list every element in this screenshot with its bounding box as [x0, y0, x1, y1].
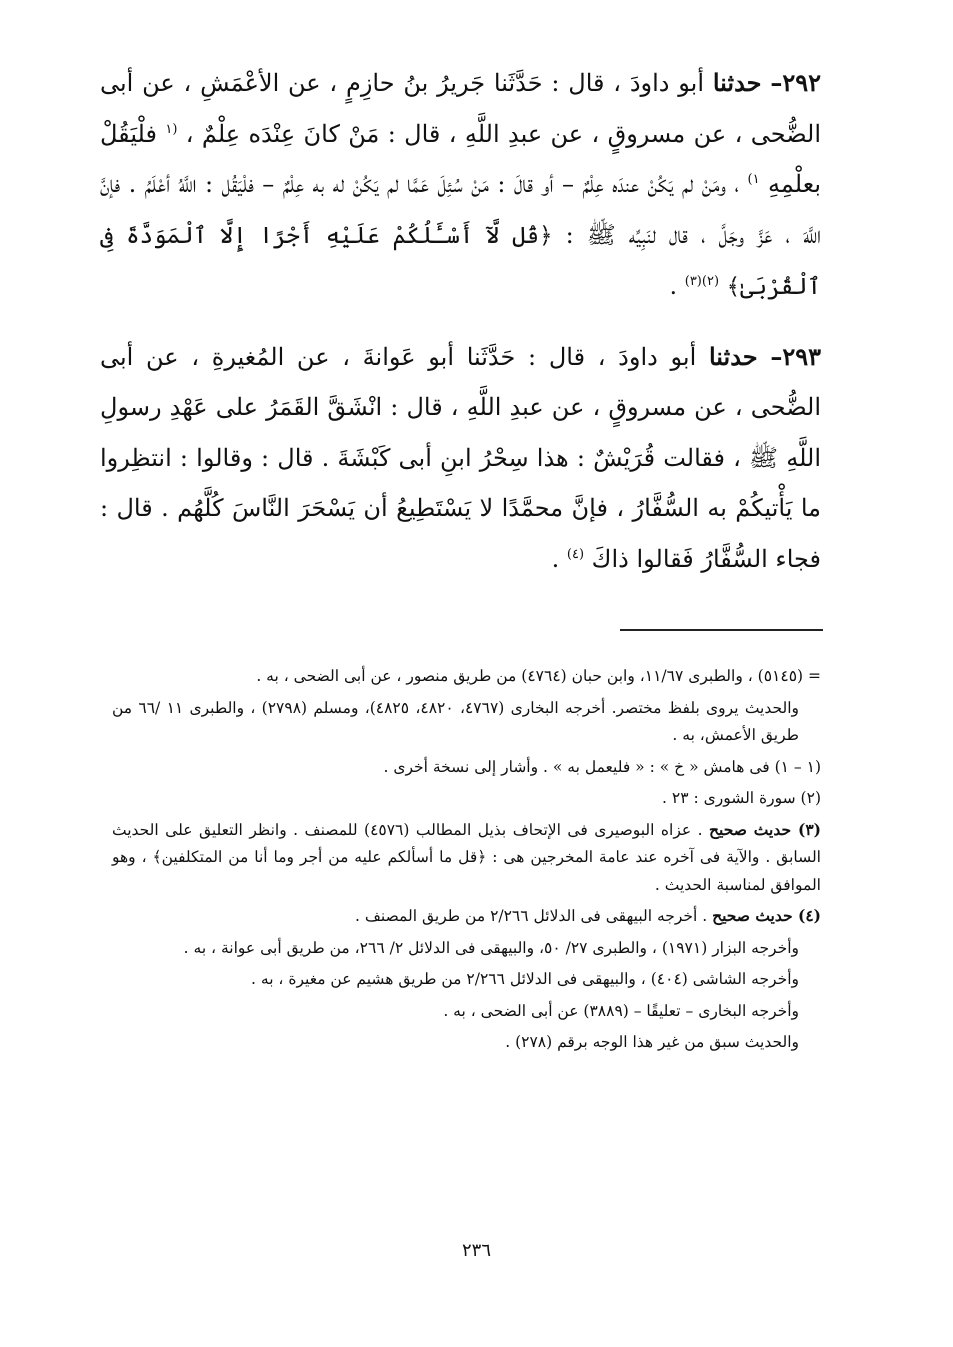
footnote-line: والحديث سبق من غير هذا الوجه برقم (٢٧٨) .: [505, 1033, 799, 1051]
hadith-body-quote: فلْيَقُلْ بعلْمِهِ: [100, 119, 821, 198]
quran-verse: ﴿قُل لَّآ أَسْـَٔلُكُمْ عَلَيْهِ أَجْرًا إِلَّا ٱلْمَوَدَّةَ فِى ٱلْقُرْبَىٰ﴾: [100, 222, 821, 300]
hadith-292: [100, 58, 821, 313]
footnote-ref: ١): [747, 172, 760, 187]
footnote-line: (١ – ١) فى هامش « خ » : « فليعمل به » . وأشار إلى نسخة أخرى .: [383, 757, 821, 776]
hadith-number: ٢٩٢–: [770, 68, 821, 97]
hadith-body: أبو داودَ ، قال : حَدَّثَنا جَريرُ بنُ حازِمٍ ، عن الأعْمَشِ ، عن أبى الضُّحى ، عن مسروقٍ ، عن عبدِ اللَّهِ ، قال : مَنْ كانَ عِنْدَه عِلْمٌ ،: [100, 69, 821, 148]
hadith-number: ٢٩٣–: [770, 341, 821, 371]
hadith-end: .: [551, 544, 560, 573]
footnote-line: (٤) حديث صحيح . أخرجه البيهقى فى الدلائل ٢/٢٦٦ من طريق المصنف .: [355, 906, 821, 925]
hadith-intro: حدثنا: [708, 341, 758, 371]
hadith-end: .: [669, 272, 678, 300]
footnote-line: والحديث يروى بلفظ مختصر. أخرجه البخارى (٤٧٦٧، ٤٨٢٠، ٤٨٢٥)، ومسلم (٢٧٩٨) ، والطبرى ١١ /٦٦ من طريق الأعمش، به .: [112, 698, 800, 744]
hadith-text-block: [100, 58, 821, 584]
footnote-ref: (٢)(٣): [684, 274, 720, 289]
footnote-line: وأخرجه البزار (١٩٧١) ، والطبرى ٢٧/ ٥٠، والبيهقى فى الدلائل ٢/ ٢٦٦، من طريق أبى عوانة ، به .: [183, 938, 799, 957]
footnote-line: (٣) حديث صحيح . عزاه البوصيرى فى الإتحاف بذيل المطالب (٤٥٧٦) للمصنف . وانظر التعليق على الحديث السابق . والآية فى آخره عند عامة المخرجين هى : ﴿قل ما أسألكم عليه من أجر وما أنا من المتكلفين﴾ ، وهو الموافق لمناسبة الحديث .: [112, 819, 821, 894]
hadith-intro: حدثنا: [712, 68, 762, 97]
footnote-ref: (٤): [566, 546, 585, 562]
hadith-body-continued: ، ومَنْ لم يَكُنْ عندَه عِلْمٌ – أو قالَ : مَنْ سُئِلَ عَمَّا لم يَكُنْ له به عِلْمٌ – فلْيَقُل : اللَّهُ أعْلَمُ . فإنَّ اللَّهَ ، عَزَّ وجَلَّ ، قال لنَبِيِّه ﷺ :: [100, 170, 822, 249]
footnote-line: وأخرجه الشاشى (٤٠٤) ، والبيهقى فى الدلائل ٢/٢٦٦ من طريق هشيم عن مغيرة ، به .: [251, 970, 799, 988]
footnote-separator: [620, 629, 823, 631]
hadith-293: [100, 332, 821, 585]
footnotes-block: [112, 662, 821, 1060]
footnote-line: = (٥١٤٥) ، والطبرى ١١/٦٧، وابن حبان (٤٧٦٤) من طريق منصور ، عن أبى الضحى ، به .: [256, 667, 821, 685]
footnote-line: وأخرجه البخارى – تعليقًا – (٣٨٨٩) عن أبى الضحى ، به .: [443, 1001, 799, 1020]
hadith-body: أبو داودَ ، قال : حَدَّثَنا أبو عَوانةَ ، عن المُغيرةِ ، عن أبى الضُّحى ، عن مسروقٍ ، عن عبدِ اللَّهِ ، قال : انْشَقَّ القَمَرُ على عَهْدِ رسولِ اللَّهِ ﷺ ، فقالت قُرَيْشٌ : هذا سِحْرُ ابنِ أبى كَبْشَةَ . قال : وقالوا : انتظِروا ما يَأْتيكُمْ به السُّفَّارُ ، فإنَّ محمَّدًا لا يَسْتَطِيعُ أن يَسْحَرَ النَّاسَ كُلَّهُم . قال : فجاء السُّفَّارُ فَقالوا ذاكَ: [100, 342, 821, 573]
footnote-ref: (١: [165, 121, 178, 137]
footnote-line: (٢) سورة الشورى : ٢٣ .: [662, 789, 821, 807]
page-number: ٢٣٦: [461, 1240, 491, 1261]
